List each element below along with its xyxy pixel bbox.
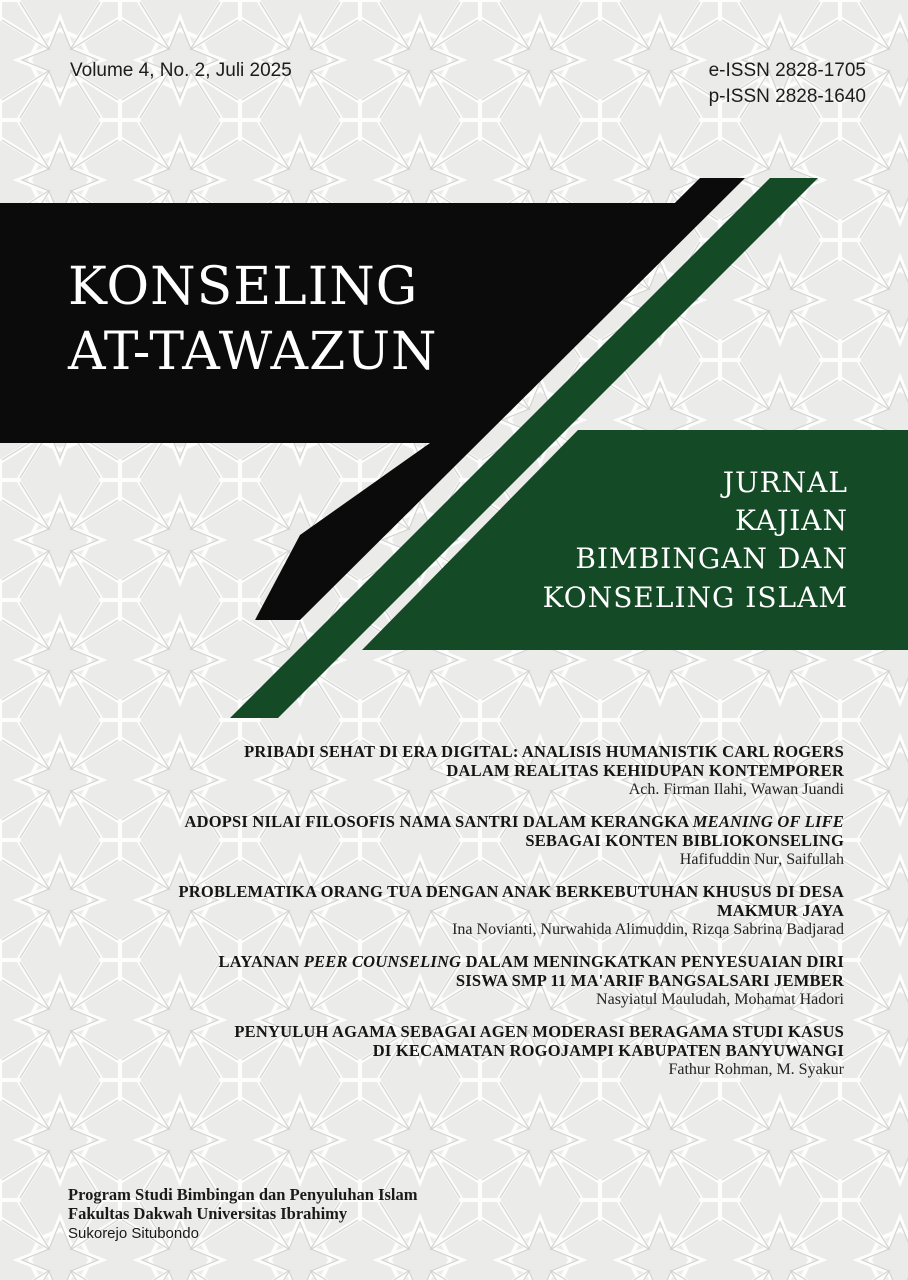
article-title-line: SISWA SMP 11 MA'ARIF BANGSALSARI JEMBER	[455, 971, 844, 990]
article-title-line: PRIBADI SEHAT DI ERA DIGITAL: ANALISIS HUMANISTIK CARL ROGERS	[244, 742, 844, 761]
article-title-text: DALAM MENINGKATKAN PENYESUAIAN DIRI	[461, 952, 844, 971]
article-item	[64, 812, 844, 869]
article-title	[64, 812, 844, 850]
article-title-line: MAKMUR JAYA	[716, 901, 844, 920]
journal-title-line1: KONSELING	[68, 257, 419, 317]
journal-subtitle-line1: JURNAL	[722, 466, 848, 499]
article-title-emphasis: PEER COUNSELING	[303, 952, 462, 971]
article-item	[64, 952, 844, 1009]
journal-subtitle-line2: KAJIAN	[734, 504, 848, 537]
article-authors: Hafifuddin Nur, Saifullah	[679, 851, 844, 868]
journal-subtitle-line4: KONSELING ISLAM	[542, 581, 848, 614]
article-title-line: DALAM REALITAS KEHIDUPAN KONTEMPORER	[446, 761, 844, 780]
article-title	[64, 952, 844, 990]
article-title-text: ADOPSI NILAI FILOSOFIS NAMA SANTRI DALAM KERANGKA	[184, 812, 693, 831]
publisher-program: Program Studi Bimbingan dan Penyuluhan Islam	[68, 1185, 418, 1204]
volume-issue: Volume 4, No. 2, Juli 2025	[70, 60, 292, 81]
article-title-emphasis: MEANING OF LIFE	[692, 812, 844, 831]
article-list	[64, 742, 844, 1092]
article-title-line: SEBAGAI KONTEN BIBLIOKONSELING	[525, 831, 844, 850]
article-title-line	[64, 812, 844, 831]
article-title-line	[64, 952, 844, 971]
article-title-line: DI KECAMATAN ROGOJAMPI KABUPATEN BANYUWANGI	[372, 1041, 844, 1060]
journal-subtitle-line3: BIMBINGAN DAN	[575, 542, 848, 575]
article-item	[64, 882, 844, 939]
publisher-location: Sukorejo Situbondo	[68, 1225, 199, 1242]
article-title	[64, 1022, 844, 1060]
journal-title-line2: AT-TAWAZUN	[68, 322, 438, 382]
article-authors: Ina Novianti, Nurwahida Alimuddin, Rizqa Sabrina Badjarad	[452, 921, 844, 938]
article-title	[64, 882, 844, 920]
article-title-line: PENYULUH AGAMA SEBAGAI AGEN MODERASI BERAGAMA STUDI KASUS	[234, 1022, 844, 1041]
article-title-text: LAYANAN	[218, 952, 304, 971]
article-authors: Fathur Rohman, M. Syakur	[668, 1061, 844, 1078]
publisher-faculty: Fakultas Dakwah Universitas Ibrahimy	[68, 1204, 348, 1223]
article-item	[64, 1022, 844, 1079]
p-issn: p-ISSN 2828-1640	[708, 86, 866, 107]
article-authors: Nasyiatul Mauludah, Mohamat Hadori	[596, 991, 844, 1008]
article-authors: Ach. Firman Ilahi, Wawan Juandi	[628, 781, 844, 798]
article-title-line: PROBLEMATIKA ORANG TUA DENGAN ANAK BERKEBUTUHAN KHUSUS DI DESA	[178, 882, 844, 901]
article-title	[64, 742, 844, 780]
e-issn: e-ISSN 2828-1705	[708, 60, 866, 81]
article-item	[64, 742, 844, 799]
